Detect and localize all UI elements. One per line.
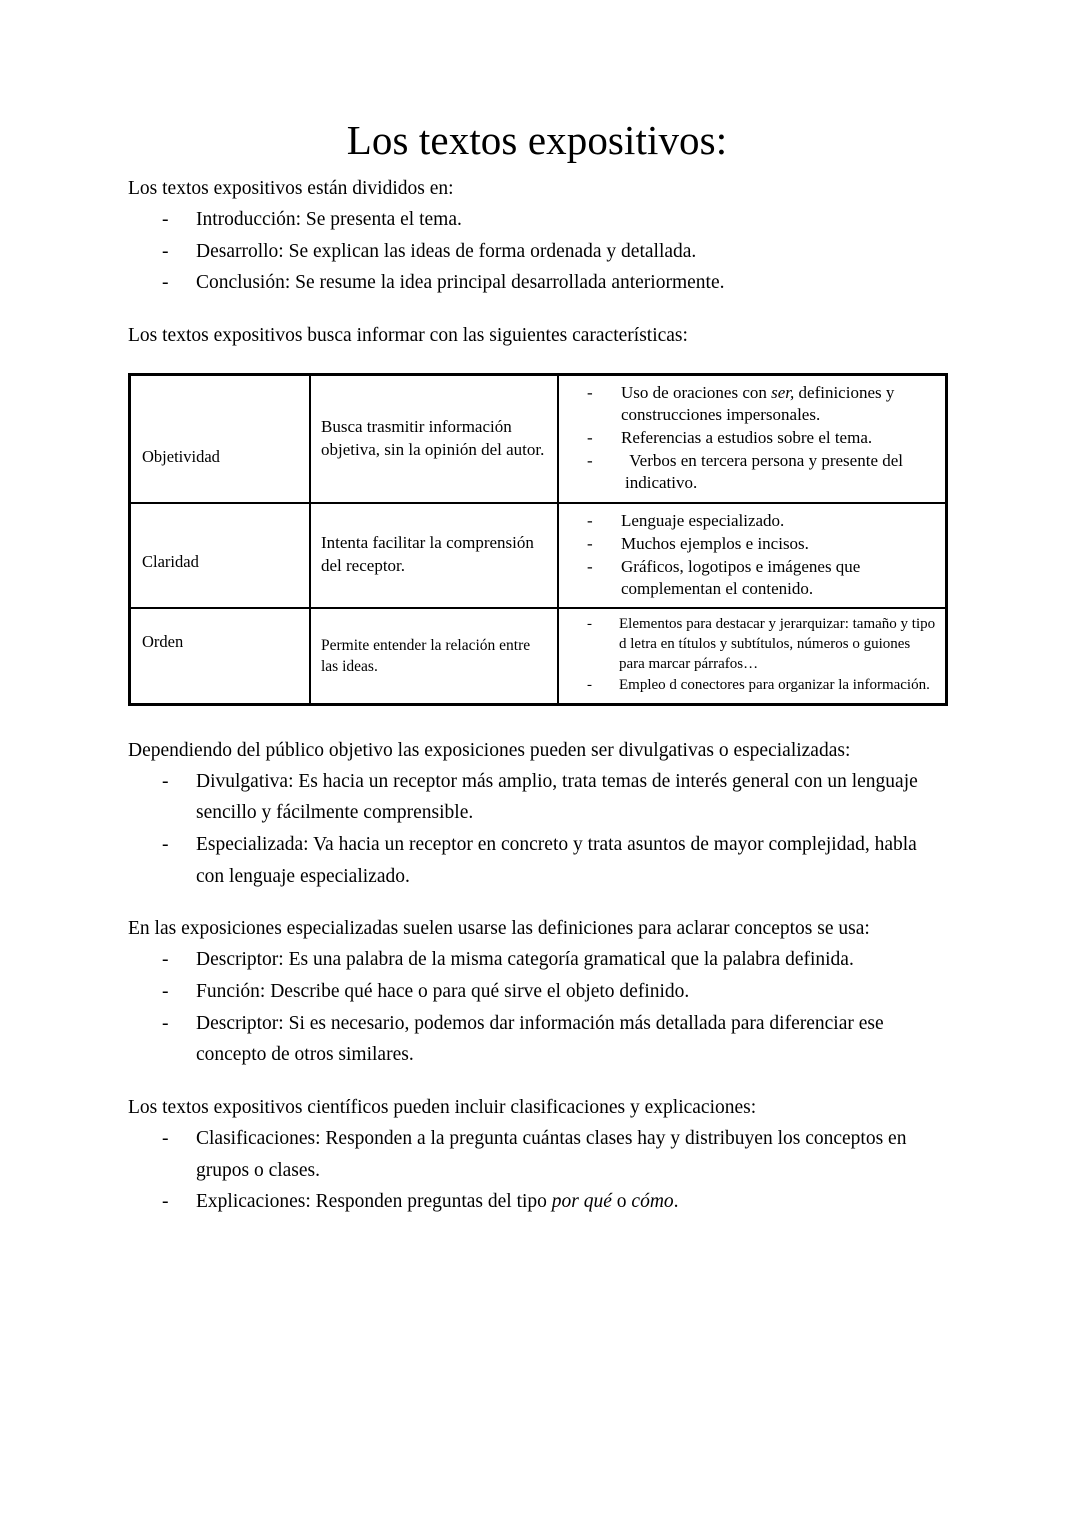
- spacer: [128, 706, 946, 736]
- list-item: - Verbos en tercera persona y presente del indicativo.: [559, 450, 937, 494]
- list-item: - Descriptor: Es una palabra de la misma categoría gramatical que la palabra definida.: [128, 944, 946, 976]
- intro-structure-paragraph: Los textos expositivos están divididos en:: [128, 177, 454, 199]
- intro-characteristics-paragraph: Los textos expositivos busca informar con las siguientes características:: [128, 324, 688, 346]
- spacer: [128, 351, 946, 373]
- list-item: - Clasificaciones: Responden a la pregunta cuántas clases hay y distribuyen los conceptos en grupos o clases.: [128, 1123, 946, 1186]
- table-row: [130, 608, 947, 704]
- characteristic-name: Objetividad: [142, 447, 220, 467]
- page-title: Los textos expositivos:: [346, 117, 728, 163]
- definitions-list: [128, 944, 946, 1070]
- list-item: - Lenguaje especializado.: [559, 510, 937, 532]
- scientific-intro-paragraph: Los textos expositivos científicos pueden incluir clasificaciones y explicaciones:: [128, 1096, 757, 1118]
- definitions-intro-paragraph: En las exposiciones especializadas suelen usarse las definiciones para aclarar conceptos se usa:: [128, 918, 870, 940]
- characteristic-details-list: [559, 504, 945, 607]
- table-cell-description: [310, 608, 558, 704]
- characteristic-name: Orden: [142, 632, 184, 652]
- audience-list: [128, 766, 946, 892]
- document-body: [128, 118, 946, 1218]
- list-item: - Divulgativa: Es hacia un receptor más amplio, trata temas de interés general con un lenguaje sencillo y fácilmente comprensible.: [128, 766, 946, 829]
- table-cell-name: [130, 608, 311, 704]
- list-item: - Empleo d conectores para organizar la información.: [559, 676, 937, 696]
- list-item: - Explicaciones: Responden preguntas del tipo por qué o cómo.: [128, 1186, 946, 1218]
- table-row: [130, 375, 947, 503]
- characteristic-name: Claridad: [142, 552, 199, 572]
- spacer: [128, 892, 946, 914]
- table-cell-details: [558, 503, 947, 608]
- list-item: - Elementos para destacar y jerarquizar: tamaño y tipo d letra en títulos y subtítulos, números o guiones para marcar párrafos…: [559, 615, 937, 675]
- table-cell-name: [130, 375, 311, 503]
- characteristic-description: Permite entender la relación entre las ideas.: [321, 636, 531, 675]
- table-cell-details: [558, 375, 947, 503]
- characteristic-description: Busca trasmitir información objetiva, sin la opinión del autor.: [321, 417, 545, 459]
- list-item: - Referencias a estudios sobre el tema.: [559, 427, 937, 449]
- audience-intro-paragraph: Dependiendo del público objetivo las exposiciones pueden ser divulgativas o especializadas:: [128, 739, 851, 761]
- table-cell-details: [558, 608, 947, 704]
- list-item: - Muchos ejemplos e incisos.: [559, 533, 937, 555]
- characteristic-details-list: [559, 376, 945, 501]
- list-item: - Función: Describe qué hace o para qué sirve el objeto definido.: [128, 976, 946, 1008]
- characteristics-table: [128, 373, 948, 706]
- list-item: - Especializada: Va hacia un receptor en concreto y trata asuntos de mayor complejidad, habla con lenguaje especializado.: [128, 829, 946, 892]
- list-item: - Gráficos, logotipos e imágenes que complementan el contenido.: [559, 556, 937, 600]
- scientific-list: [128, 1123, 946, 1218]
- table-row: [130, 503, 947, 608]
- list-item: - Desarrollo: Se explican las ideas de forma ordenada y detallada.: [128, 236, 946, 268]
- list-item: - Uso de oraciones con ser, definiciones y construcciones impersonales.: [559, 382, 937, 426]
- list-item: - Descriptor: Si es necesario, podemos dar información más detallada para diferenciar ese concepto de otros similares.: [128, 1008, 946, 1071]
- characteristic-details-list: [559, 609, 945, 703]
- table-cell-name: [130, 503, 311, 608]
- list-item: - Conclusión: Se resume la idea principal desarrollada anteriormente.: [128, 267, 946, 299]
- table-cell-description: [310, 503, 558, 608]
- characteristic-description: Intenta facilitar la comprensión del receptor.: [321, 533, 534, 576]
- spacer: [128, 1071, 946, 1093]
- structure-list: [128, 204, 946, 299]
- list-item: - Introducción: Se presenta el tema.: [128, 204, 946, 236]
- spacer: [128, 299, 946, 321]
- table-cell-description: [310, 375, 558, 503]
